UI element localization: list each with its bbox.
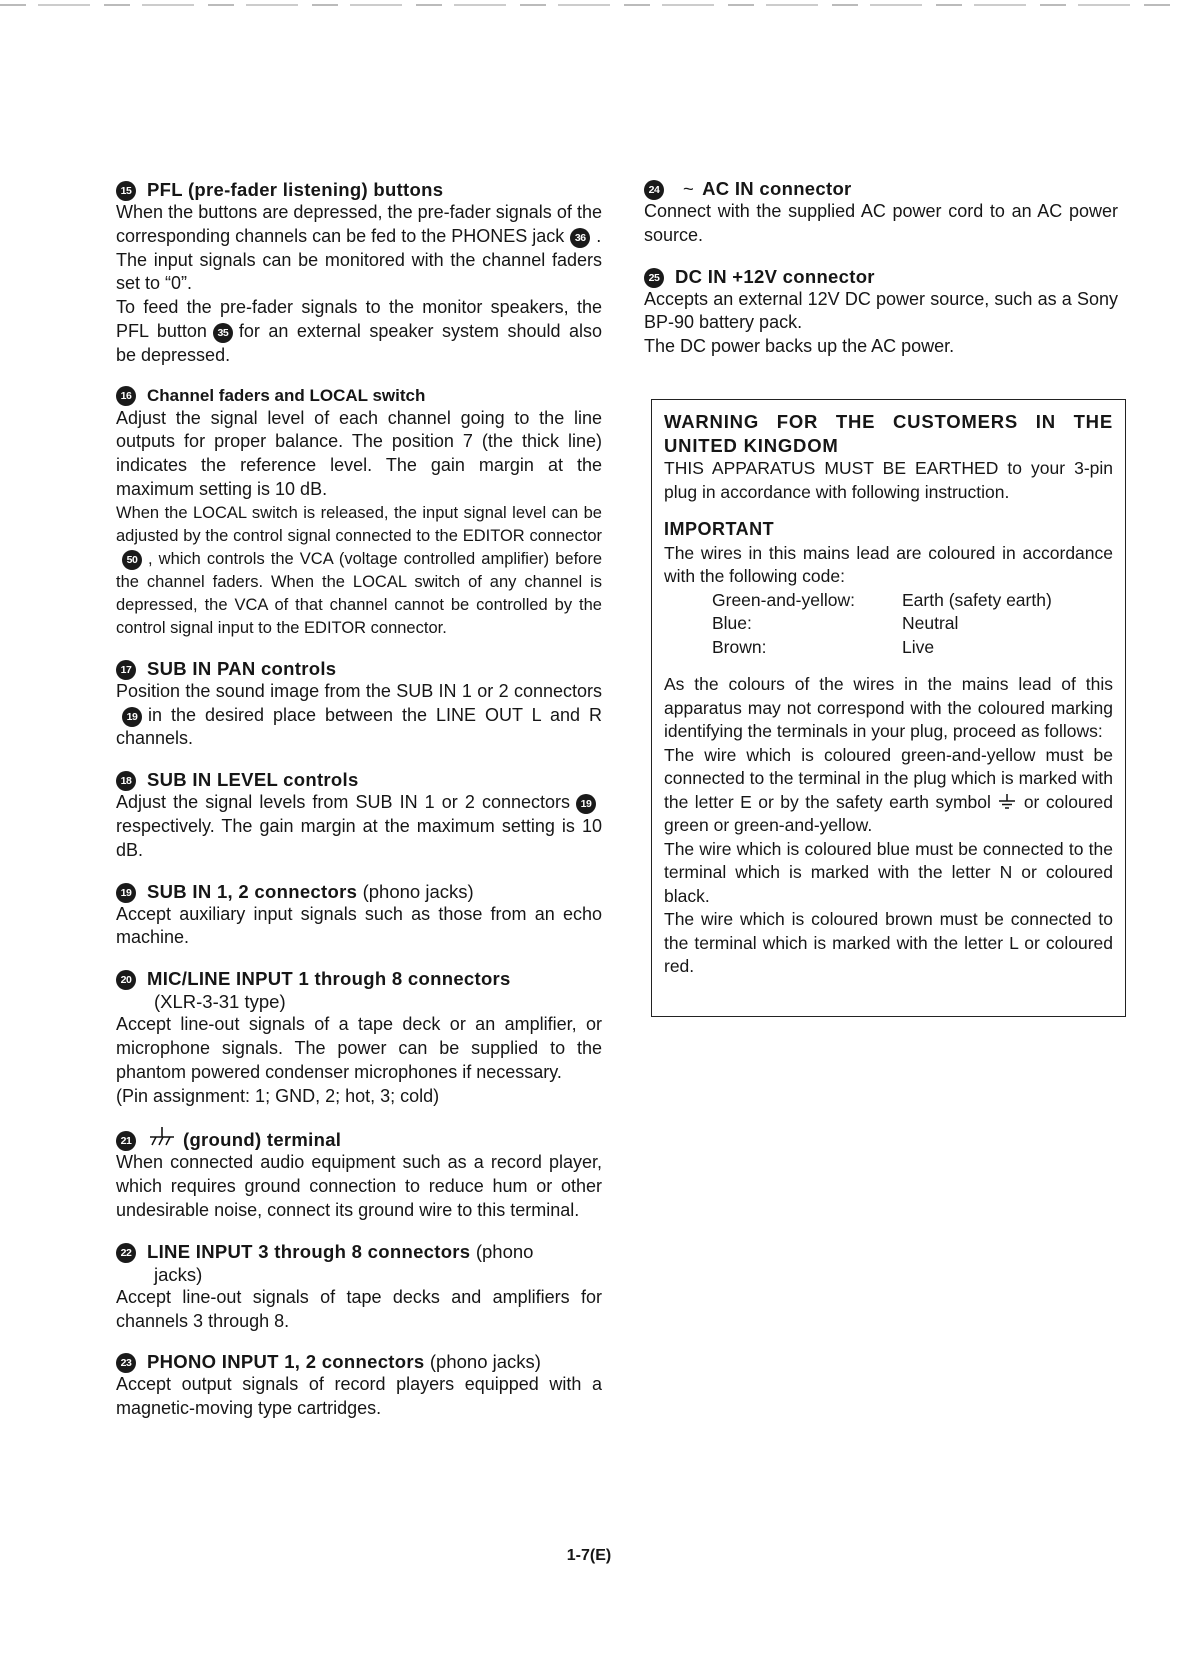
scan-edge-line (0, 4, 1178, 6)
reference-badge: 35 (213, 323, 233, 343)
item-heading (116, 1350, 602, 1373)
item-number-badge: 18 (116, 771, 136, 791)
item-heading (116, 768, 602, 791)
wire-colour: Brown: (712, 636, 767, 657)
body-text: To feed the pre-fader signals to the monitor speakers, the PFL button (116, 297, 602, 341)
item-title-suffix: (phono (475, 1240, 534, 1262)
reference-badge: 19 (576, 794, 596, 814)
item-heading (116, 967, 602, 1013)
item-number-badge: 16 (116, 386, 136, 406)
note-text: The wire which is coloured brown must be connected to the terminal which is marked with the letter L or coloured red. (664, 909, 1113, 976)
item-body (116, 1286, 602, 1334)
note-text: or coloured green or green-and-yellow. (664, 791, 1113, 835)
item-body (116, 407, 602, 640)
body-text: Adjust the signal levels from SUB IN 1 or 2 connectors (116, 792, 570, 813)
item-title: (ground) terminal (183, 1129, 342, 1151)
item-number-badge: 23 (116, 1353, 136, 1373)
item-body (116, 680, 602, 751)
item-title: DC IN +12V connector (675, 265, 875, 287)
item-body: When the buttons are depressed, the pre-fader signals of the corresponding channels can be fed to the PHONES jack 36 . The input signals can be monitored with the channel faders set to “0”. To feed the pre-fader signals to the monitor speakers, the PFL button 35 for an external speaker system should also be depressed. (116, 202, 602, 365)
left-column (116, 178, 602, 1438)
wire-meaning: Earth (safety earth) (902, 589, 1052, 610)
wire-colour-code-table (712, 589, 1052, 660)
body-text: When the buttons are depressed, the pre-fader signals of the corresponding channels can be fed to the PHONES jack (116, 202, 602, 246)
item-title-suffix: (phono jacks) (362, 880, 474, 902)
item-number-badge: 25 (644, 268, 664, 288)
body-text: Accept line-out signals of tape decks and amplifiers for channels 3 through 8. (116, 1286, 602, 1331)
body-text: Position the sound image from the SUB IN 1 or 2 connectors (116, 680, 602, 701)
safety-earth-icon (997, 794, 1017, 810)
body-text: When connected audio equipment such as a record player, which requires ground connection to reduce hum or other undesirable noise, connect its ground wire to this terminal. (116, 1152, 602, 1220)
item-25-dc-in (644, 265, 1118, 359)
item-15-pfl-buttons (116, 178, 602, 368)
item-heading (116, 1240, 602, 1286)
body-text: The DC power backs up the AC power. (644, 336, 955, 357)
item-number-badge: 21 (116, 1131, 136, 1151)
item-title: AC IN connector (702, 178, 852, 199)
item-heading (644, 265, 1118, 288)
item-title: SUB IN 1, 2 connectors (147, 880, 358, 902)
wire-colour: Blue: (712, 613, 752, 633)
item-heading (116, 657, 602, 680)
body-text: When the LOCAL switch is released, the input signal level can be adjusted by the control signal connected to the EDITOR connector (116, 503, 602, 545)
item-title: PFL (pre-fader listening) buttons (147, 179, 444, 200)
item-number-badge: 24 (644, 180, 664, 200)
ground-icon (147, 1125, 177, 1149)
item-body (116, 1151, 602, 1222)
item-heading (116, 1125, 602, 1151)
body-text: (Pin assignment: 1; GND, 2; hot, 3; cold) (116, 1085, 440, 1106)
item-body (116, 1013, 602, 1108)
body-text: The input signals can be monitored with the channel faders set to “0”. (116, 249, 602, 294)
note-text: The wire which is coloured green-and-yellow must be connected to the terminal in the plug which is marked with the letter E or by the safety earth symbol (664, 744, 1113, 812)
reference-badge: 50 (122, 550, 142, 570)
code-row (712, 589, 1052, 613)
item-23-phono-input (116, 1350, 602, 1421)
item-20-mic-line-input (116, 967, 602, 1108)
item-title: MIC/LINE INPUT 1 through 8 connectors (147, 968, 511, 990)
item-body (116, 791, 602, 862)
item-body (116, 1373, 602, 1421)
item-18-sub-in-level (116, 768, 602, 862)
note-text: The wire which is coloured blue must be connected to the terminal which is marked with the letter N or coloured black. (664, 838, 1113, 906)
item-title-continuation: jacks) (154, 1263, 203, 1285)
item-number-badge: 15 (116, 181, 136, 201)
body-text: Accept output signals of record players equipped with a magnetic-moving type cartridges. (116, 1374, 602, 1419)
important-text: The wires in this mains lead are coloured in accordance with the following code: (664, 542, 1113, 586)
note-text: As the colours of the wires in the mains lead of this apparatus may not correspond with the coloured marking identifying the terminals in your plug, proceed as follows: (664, 674, 1113, 741)
reference-badge: 19 (122, 707, 142, 727)
wire-meaning: Live (902, 636, 935, 657)
code-row (712, 636, 1052, 660)
warning-intro: THIS APPARATUS MUST BE EARTHED to your 3-pin plug in accordance with following instruction. (664, 458, 1113, 502)
item-16-channel-faders (116, 385, 602, 640)
body-text: in the desired place between the LINE OUT L and R channels. (116, 704, 602, 749)
ac-symbol: ~ (683, 178, 695, 199)
body-text: Accept line-out signals of a tape deck or an amplifier, or microphone signals. The power can be supplied to the phantom powered condenser microphones if necessary. (116, 1014, 602, 1082)
item-body (116, 903, 602, 951)
item-number-badge: 17 (116, 660, 136, 680)
body-text: Adjust the signal level of each channel going to the line outputs for proper balance. The position 7 (the thick line) indicates the reference level. The gain margin at the maximum setting is 10 dB. (116, 407, 602, 499)
warning-notes (664, 673, 1113, 979)
uk-warning-box (651, 399, 1126, 1017)
item-body (644, 288, 1118, 359)
item-title: SUB IN LEVEL controls (147, 769, 359, 791)
item-title: PHONO INPUT 1, 2 connectors (147, 1351, 425, 1373)
item-22-line-input (116, 1240, 602, 1334)
item-heading (116, 880, 602, 903)
body-text: , which controls the VCA (voltage controlled amplifier) before the channel faders. When the LOCAL switch of any channel is depressed, the VCA of that channel cannot be controlled by the control signal input to the EDITOR connector. (116, 549, 602, 637)
item-21-ground-terminal (116, 1125, 602, 1222)
item-24-ac-in (644, 177, 1118, 248)
item-17-sub-in-pan (116, 657, 602, 751)
body-text: Connect with the supplied AC power cord to an AC power source. (644, 201, 1118, 245)
item-title: SUB IN PAN controls (147, 657, 337, 679)
item-number-badge: 20 (116, 970, 136, 990)
item-19-sub-in-connectors (116, 880, 602, 951)
item-number-badge: 19 (116, 883, 136, 903)
item-title: LINE INPUT 3 through 8 connectors (147, 1240, 471, 1262)
body-text: respectively. The gain margin at the maximum setting is 10 dB. (116, 815, 602, 860)
reference-badge: 36 (570, 228, 590, 248)
item-title-continuation: (XLR-3-31 type) (154, 991, 286, 1013)
page-number: 1-7(E) (566, 1547, 612, 1564)
right-column (644, 177, 1118, 376)
body-text: for an external speaker system should also be depressed. (116, 320, 602, 365)
body-text: Accept auxiliary input signals such as those from an echo machine. (116, 903, 602, 948)
wire-meaning: Neutral (902, 613, 959, 633)
item-heading (116, 178, 602, 201)
item-title-suffix: (phono jacks) (429, 1351, 541, 1373)
item-heading (116, 385, 602, 407)
item-body (644, 200, 1118, 248)
item-title: Channel faders and LOCAL switch (147, 385, 426, 405)
code-row (712, 612, 1052, 636)
wire-colour: Green-and-yellow: (712, 589, 855, 610)
item-number-badge: 22 (116, 1243, 136, 1263)
body-text: Accepts an external 12V DC power source, such as a Sony BP-90 battery pack. (644, 288, 1118, 333)
warning-title: WARNING FOR THE CUSTOMERS IN THE UNITED KINGDOM (664, 411, 1113, 456)
important-heading: IMPORTANT (664, 519, 775, 539)
item-heading (644, 177, 1118, 200)
